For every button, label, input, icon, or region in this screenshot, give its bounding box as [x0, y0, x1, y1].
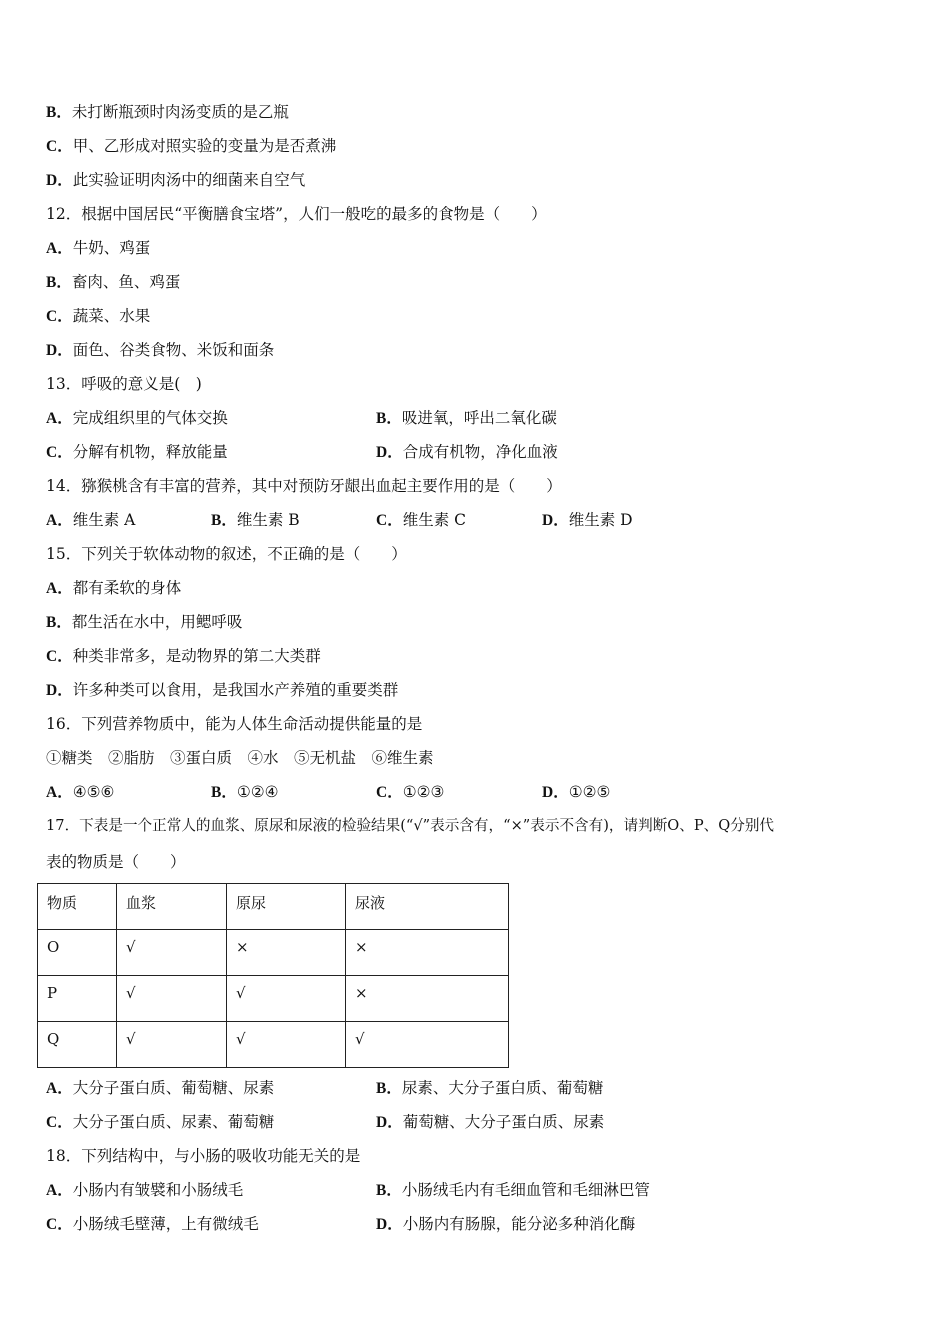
q18-stem: 18．下列结构中，与小肠的吸收功能无关的是 [46, 1147, 361, 1165]
q17-stem-line2: 表的物质是（ ） [46, 853, 186, 871]
table-row [38, 1022, 509, 1068]
q16-option-d: D．①②⑤ [542, 783, 611, 801]
q14-stem: 14．猕猴桃含有丰富的营养，其中对预防牙龈出血起主要作用的是（ ） [46, 477, 562, 495]
q16-option-c: C．①②③ [376, 783, 445, 801]
q14-option-d: D．维生素 D [542, 511, 633, 529]
q17-option-a: A．大分子蛋白质、葡萄糖、尿素 [46, 1079, 275, 1097]
q17-option-b: B．尿素、大分子蛋白质、葡萄糖 [376, 1079, 604, 1097]
q15-option-c: C．种类非常多，是动物界的第二大类群 [46, 647, 321, 665]
table-header-cell: 物质 [38, 884, 117, 930]
q13-option-c: C．分解有机物，释放能量 [46, 443, 228, 461]
table-row [38, 976, 509, 1022]
table-cell: Q [38, 1022, 117, 1068]
q16-option-b: B．①②④ [211, 783, 279, 801]
table-cell: √ [117, 930, 227, 976]
q14-option-c: C．维生素 C [376, 511, 466, 529]
q13-stem: 13．呼吸的意义是( ) [46, 375, 202, 393]
q12-option-b: B．畜肉、鱼、鸡蛋 [46, 273, 181, 291]
q12-option-d: D．面色、谷类食物、米饭和面条 [46, 341, 275, 359]
q15-option-b: B．都生活在水中，用鳃呼吸 [46, 613, 243, 631]
q15-stem: 15．下列关于软体动物的叙述，不正确的是（ ） [46, 545, 407, 563]
table-cell: × [227, 930, 346, 976]
q13-option-a: A．完成组织里的气体交换 [46, 409, 228, 427]
table-cell: √ [117, 976, 227, 1022]
table-cell: P [38, 976, 117, 1022]
q12-option-a: A．牛奶、鸡蛋 [46, 239, 151, 257]
table-cell: O [38, 930, 117, 976]
q15-option-d: D．许多种类可以食用，是我国水产养殖的重要类群 [46, 681, 399, 699]
table-header-row [38, 884, 509, 930]
q17-option-c: C．大分子蛋白质、尿素、葡萄糖 [46, 1113, 275, 1131]
q14-option-a: A．维生素 A [46, 511, 136, 529]
table-cell: × [346, 930, 509, 976]
q16-option-a: A．④⑤⑥ [46, 783, 115, 801]
table-header-cell: 尿液 [346, 884, 509, 930]
q12-option-c: C．蔬菜、水果 [46, 307, 151, 325]
q12-stem: 12．根据中国居民“平衡膳食宝塔”，人们一般吃的最多的食物是（ ） [46, 205, 547, 223]
table-header-cell: 血浆 [117, 884, 227, 930]
q18-option-a: A．小肠内有皱襞和小肠绒毛 [46, 1181, 244, 1199]
q11-option-d: D．此实验证明肉汤中的细菌来自空气 [46, 171, 306, 189]
table-cell: √ [227, 1022, 346, 1068]
table-cell: √ [117, 1022, 227, 1068]
q18-option-c: C．小肠绒毛壁薄，上有微绒毛 [46, 1215, 259, 1233]
q11-option-c: C．甲、乙形成对照实验的变量为是否煮沸 [46, 137, 337, 155]
q11-option-b: B．未打断瓶颈时肉汤变质的是乙瓶 [46, 103, 289, 121]
table-cell: √ [227, 976, 346, 1022]
table-cell: × [346, 976, 509, 1022]
q18-option-d: D．小肠内有肠腺，能分泌多种消化酶 [376, 1215, 636, 1233]
q15-option-a: A．都有柔软的身体 [46, 579, 182, 597]
q14-option-b: B．维生素 B [211, 511, 300, 529]
q17-table [37, 883, 509, 1068]
table-header-cell: 原尿 [227, 884, 346, 930]
q17-stem-line1: 17．下表是一个正常人的血浆、原尿和尿液的检验结果(“√”表示含有，“×”表示不含有)，请判断O、P、Q分别代 [46, 817, 775, 834]
q16-stem: 16．下列营养物质中，能为人体生命活动提供能量的是 [46, 715, 423, 733]
table-cell: √ [346, 1022, 509, 1068]
q18-option-b: B．小肠绒毛内有毛细血管和毛细淋巴管 [376, 1181, 650, 1199]
q13-option-b: B．吸进氧，呼出二氧化碳 [376, 409, 557, 427]
q16-items: ①糖类 ②脂肪 ③蛋白质 ④水 ⑤无机盐 ⑥维生素 [46, 749, 434, 767]
table-row [38, 930, 509, 976]
q13-option-d: D．合成有机物，净化血液 [376, 443, 558, 461]
q17-option-d: D．葡萄糖、大分子蛋白质、尿素 [376, 1113, 605, 1131]
